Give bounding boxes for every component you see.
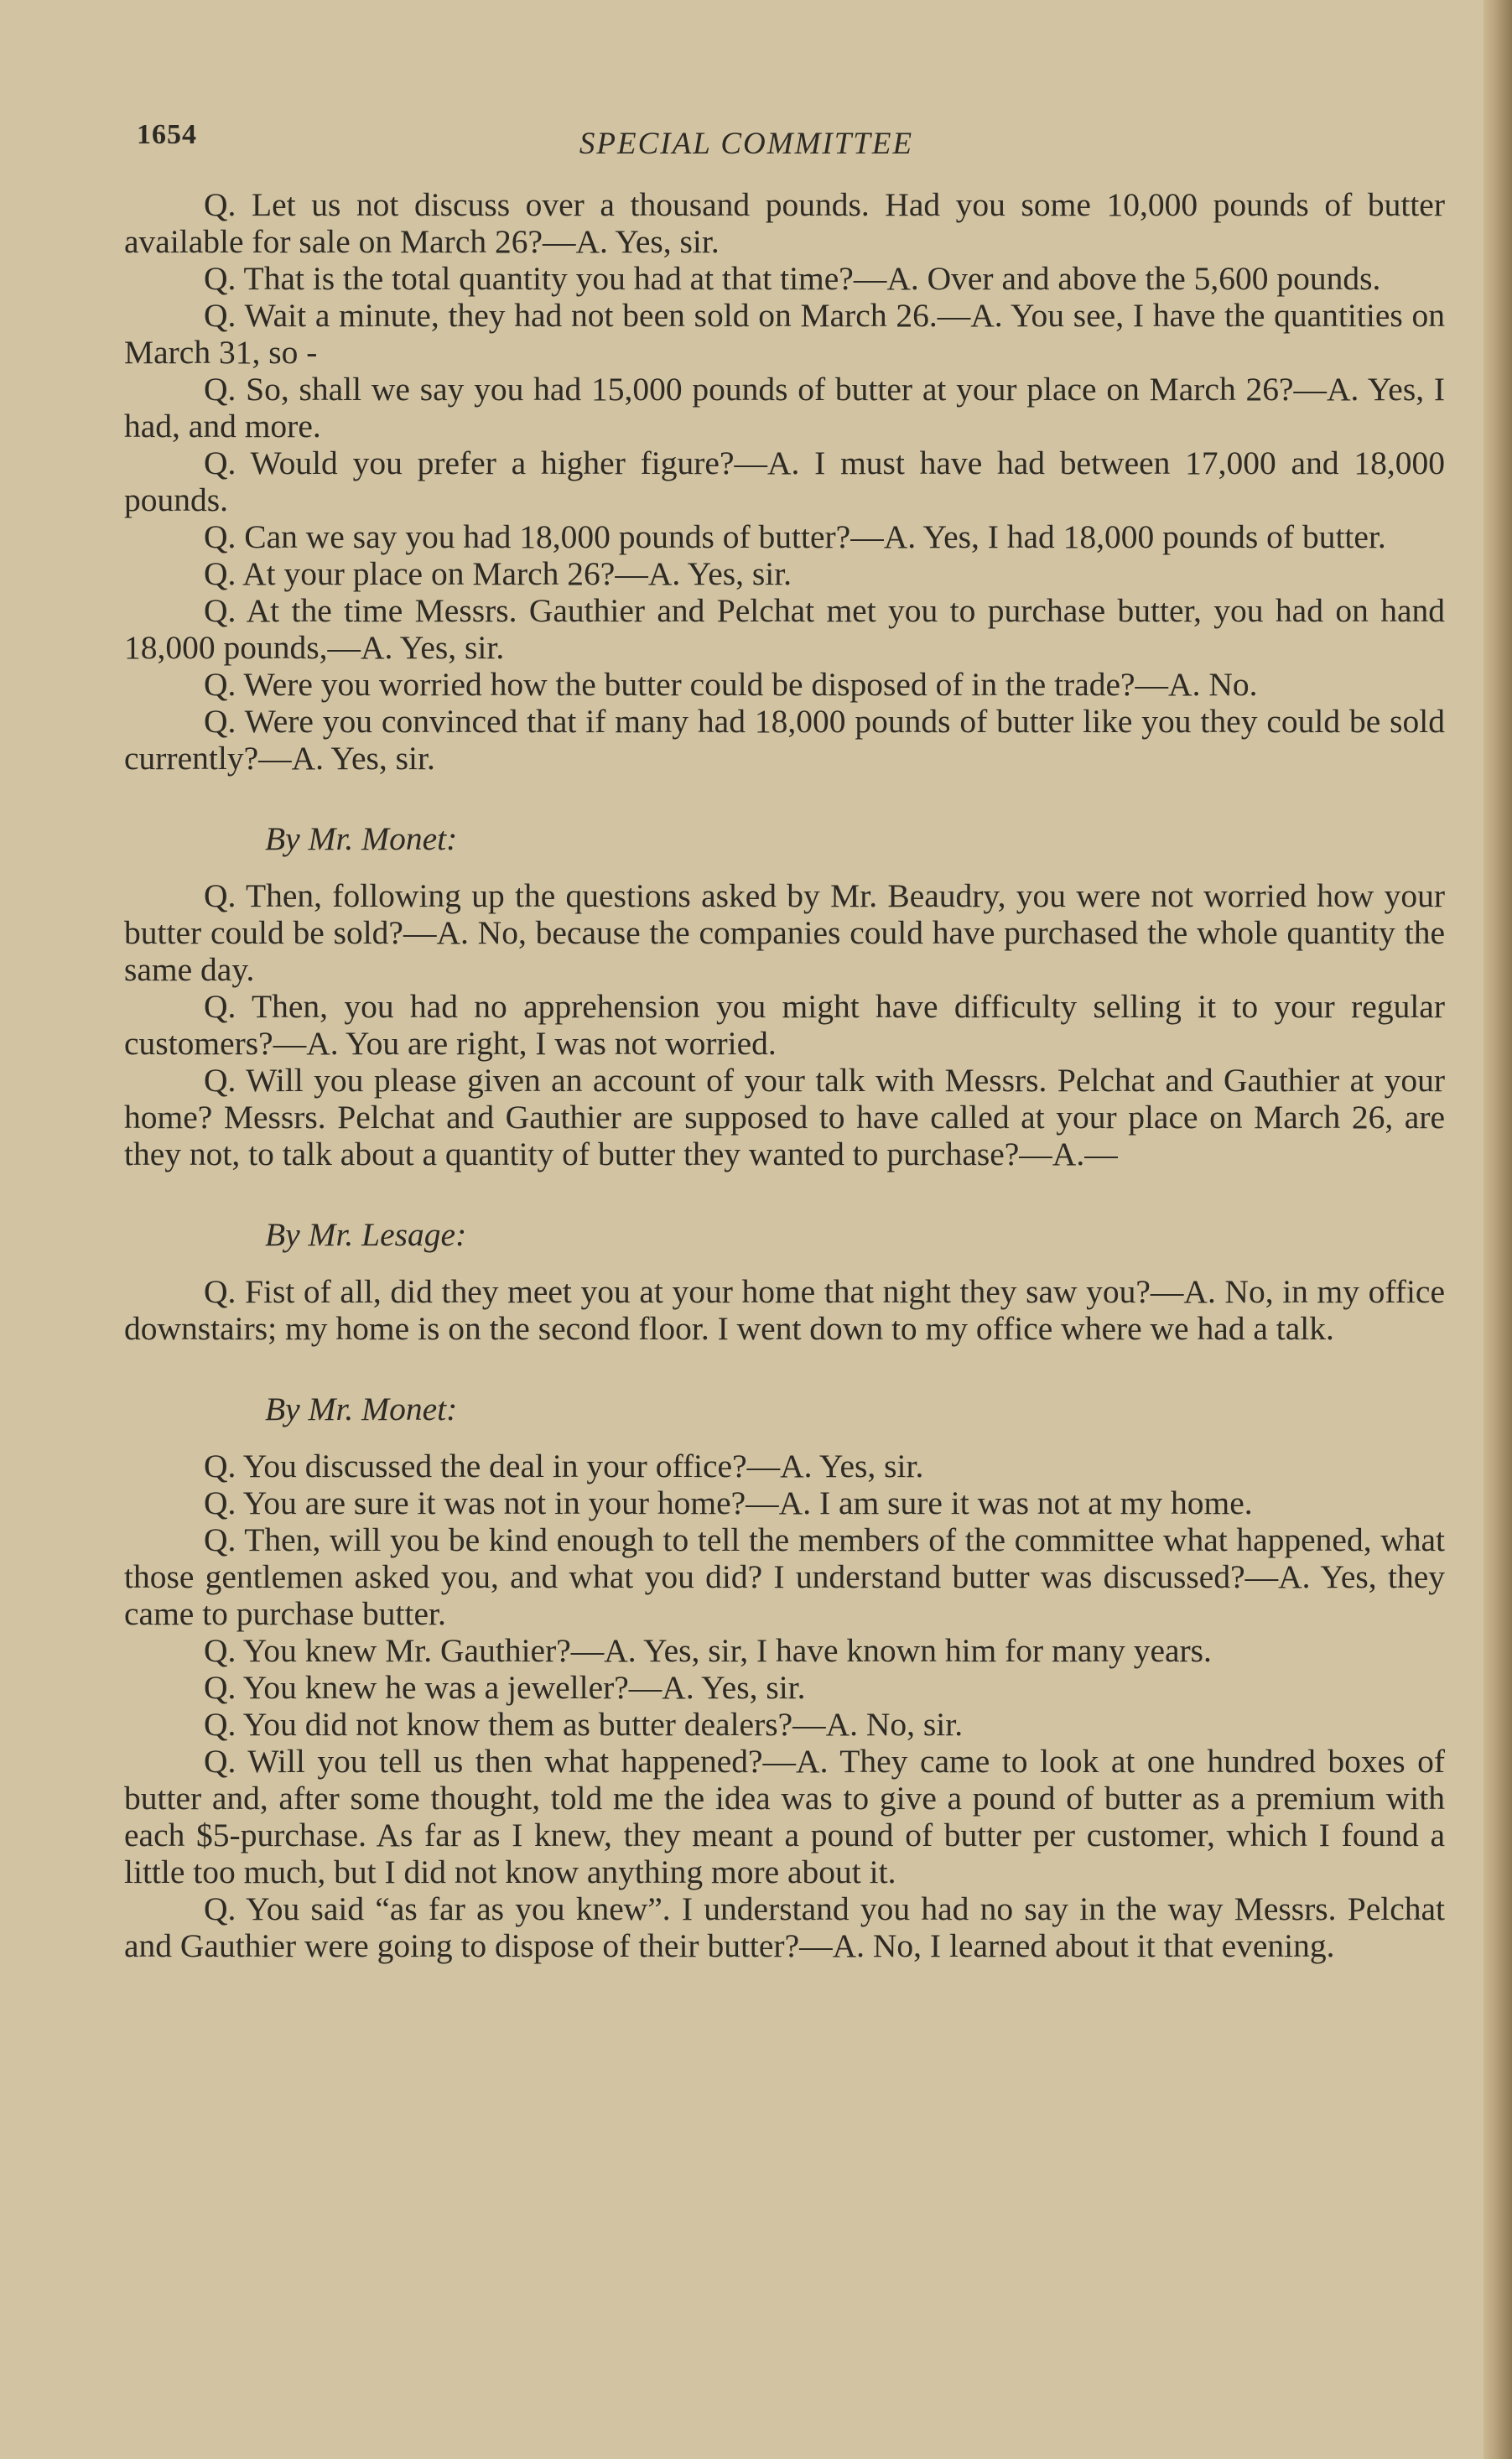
testimony-paragraph: Q. You said “as far as you knew”. I understand you had no say in the way Messrs. Pelchat and Gauthier were going to dispose of their butter?—A. No, I learned about it that evening. [124, 1890, 1445, 1964]
examiner-heading: By Mr. Monet: [265, 1391, 458, 1427]
testimony-paragraph: Q. That is the total quantity you had at that time?—A. Over and above the 5,600 pounds. [204, 260, 1381, 297]
testimony-paragraph: Q. Will you please given an account of your talk with Messrs. Pelchat and Gauthier at your home? Messrs. Pelchat and Gauthier are supposed to have called at your place on March 26, are they not, to talk about a quantity of butter they wanted to purchase?—A.— [124, 1062, 1445, 1172]
testimony-paragraph: Q. Let us not discuss over a thousand pounds. Had you some 10,000 pounds of butter available for sale on March 26?—A. Yes, sir. [124, 186, 1445, 260]
examiner-heading: By Mr. Monet: [265, 820, 458, 857]
page-edge [1483, 0, 1512, 2459]
testimony-paragraph: Q. Were you worried how the butter could be disposed of in the trade?—A. No. [204, 666, 1258, 703]
testimony-paragraph: Q. Then, you had no apprehension you might have difficulty selling it to your regular customers?—A. You are right, I was not worried. [124, 988, 1445, 1062]
testimony-paragraph: Q. You did not know them as butter dealers?—A. No, sir. [204, 1706, 964, 1743]
examiner-heading: By Mr. Lesage: [265, 1216, 467, 1253]
testimony-paragraph: Q. At the time Messrs. Gauthier and Pelchat met you to purchase butter, you had on hand 18,000 pounds,—A. Yes, sir. [124, 592, 1445, 666]
testimony-paragraph: Q. Would you prefer a higher figure?—A. I must have had between 17,000 and 18,000 pounds. [124, 444, 1445, 518]
testimony-paragraph: Q. Can we say you had 18,000 pounds of butter?—A. Yes, I had 18,000 pounds of butter. [204, 518, 1386, 555]
testimony-paragraph: Q. Wait a minute, they had not been sold on March 26.—A. You see, I have the quantities on March 31, so - [124, 297, 1445, 371]
testimony-paragraph: Q. You discussed the deal in your office?—A. Yes, sir. [204, 1448, 924, 1484]
testimony-paragraph: Q. At your place on March 26?—A. Yes, sir. [204, 555, 792, 592]
testimony-paragraph: Q. You knew he was a jeweller?—A. Yes, sir. [204, 1669, 806, 1706]
body-text [124, 186, 1445, 1964]
testimony-paragraph: Q. Then, following up the questions asked by Mr. Beaudry, you were not worried how your butter could be sold?—A. No, because the companies could have purchased the whole quantity the same day. [124, 877, 1445, 988]
testimony-paragraph: Q. You knew Mr. Gauthier?—A. Yes, sir, I have known him for many years. [204, 1632, 1212, 1669]
testimony-paragraph: Q. So, shall we say you had 15,000 pounds of butter at your place on March 26?—A. Yes, I had, and more. [124, 371, 1445, 444]
testimony-paragraph: Q. Then, will you be kind enough to tell the members of the committee what happened, what those gentlemen asked you, and what you did? I understand butter was discussed?—A. Yes, they came to purchase butter. [124, 1521, 1445, 1632]
testimony-paragraph: Q. Were you convinced that if many had 18,000 pounds of butter like you they could be sold currently?—A. Yes, sir. [124, 703, 1445, 777]
page-number: 1654 [137, 119, 197, 150]
testimony-paragraph: Q. Will you tell us then what happened?—A. They came to look at one hundred boxes of butter and, after some thought, told me the idea was to give a pound of butter as a premium with each $5-purchase. As far as I knew, they meant a pound of butter per customer, which I found a little too much, but I did not know anything more about it. [124, 1743, 1445, 1890]
running-head: SPECIAL COMMITTEE [579, 127, 914, 161]
testimony-paragraph: Q. Fist of all, did they meet you at your home that night they saw you?—A. No, in my office downstairs; my home is on the second floor. I went down to my office where we had a talk. [124, 1273, 1445, 1347]
testimony-paragraph: Q. You are sure it was not in your home?—A. I am sure it was not at my home. [204, 1484, 1253, 1521]
